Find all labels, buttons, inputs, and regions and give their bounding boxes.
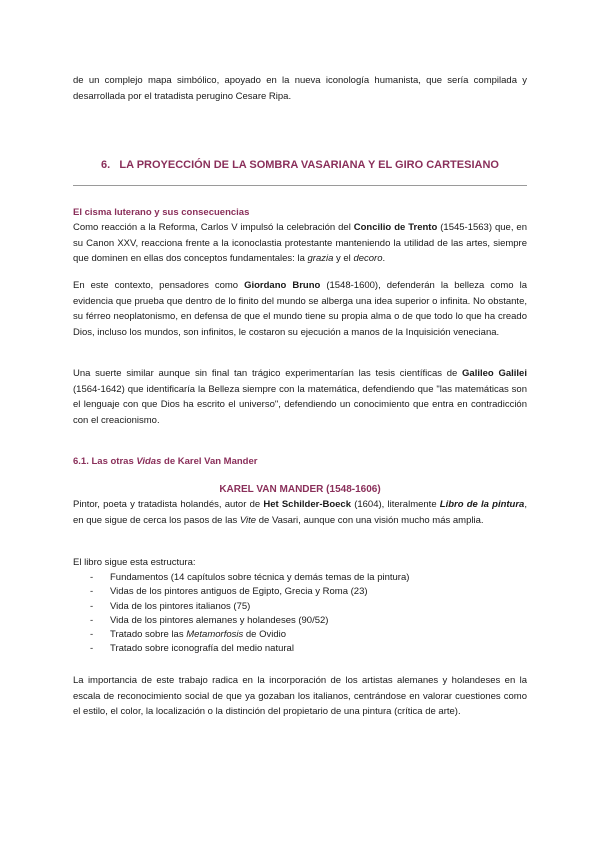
intro-paragraph: de un complejo mapa simbólico, apoyado en la nueva iconología humanista, que sería compilada y desarrollada por el tratadista perugino Cesare Ripa. xyxy=(73,75,527,102)
cisma-paragraph-1: Como reacción a la Reforma, Carlos V impulsó la celebración del Concilio de Trento (1545-1563) que, en su Canon XXV, reacciona frente a la iconoclastia protestante manteniendo la utilidad de las artes, siempre que dominen en ellas dos conceptos fundamentales: la grazia y el decoro. xyxy=(73,222,527,265)
list-item: - Vida de los pintores alemanes y holandeses (90/52) xyxy=(73,614,527,628)
list-item: - Tratado sobre las Metamorfosis de Ovidio xyxy=(73,628,527,642)
cisma-paragraph-3: Una suerte similar aunque sin final tan trágico experimentarían las tesis científicas de Galileo Galilei (1564-1642) que identificaría la Belleza siempre con la matemática, defendiendo que "las matemáticas son el lenguaje con que Dios ha escrito el universo", defendiendo un conocimiento que entra en contradicción con el creacionismo. xyxy=(73,368,527,426)
section-6-number: 6. xyxy=(101,159,111,171)
cisma-heading: El cisma luterano y sus consecuencias xyxy=(73,207,250,218)
section-divider xyxy=(73,185,527,186)
section-6-title: LA PROYECCIÓN DE LA SOMBRA VASARIANA Y EL GIRO CARTESIANO xyxy=(119,159,499,171)
section-6-heading xyxy=(73,159,527,171)
list-item: - Tratado sobre iconografía del medio natural xyxy=(73,642,527,656)
closing-paragraph: La importancia de este trabajo radica en la incorporación de los artistas alemanes y holandeses en la escala de reconocimiento social de que ya gozaban los italianos, centrándose en valorar cuestiones como el estilo, el color, la localización o la distinción del propietario de una pintura (crítica de arte). xyxy=(73,675,527,718)
cisma-paragraph-2: En este contexto, pensadores como Giordano Bruno (1548-1600), defenderán la belleza como la evidencia que prueba que dentro de lo finito del mundo se alberga una idea superior o infinita. No obstante, su férreo neoplatonismo, en defensa de que el mundo tiene su propia alma o de que todo lo que ha creado Dios, incluso los mundos, son infinitos, le costaron su ejecución a manos de la Inquisición veneciana. xyxy=(73,280,527,338)
van-mander-paragraph: Pintor, poeta y tratadista holandés, autor de Het Schilder-Boeck (1604), literalmente Libro de la pintura, en que sigue de cerca los pasos de las Vite de Vasari, aunque con una visión mucho más amplia. xyxy=(73,499,527,526)
structure-intro: El libro sigue esta estructura: xyxy=(73,557,196,568)
list-item: - Fundamentos (14 capítulos sobre técnica y demás temas de la pintura) xyxy=(73,571,527,585)
karel-van-mander-heading: KAREL VAN MANDER (1548-1606) xyxy=(219,484,381,495)
section-6-1-heading: 6.1. Las otras Vidas de Karel Van Mander xyxy=(73,456,258,467)
structure-list xyxy=(73,571,527,657)
list-item: - Vidas de los pintores antiguos de Egipto, Grecia y Roma (23) xyxy=(73,585,527,599)
list-item: - Vida de los pintores italianos (75) xyxy=(73,600,527,614)
